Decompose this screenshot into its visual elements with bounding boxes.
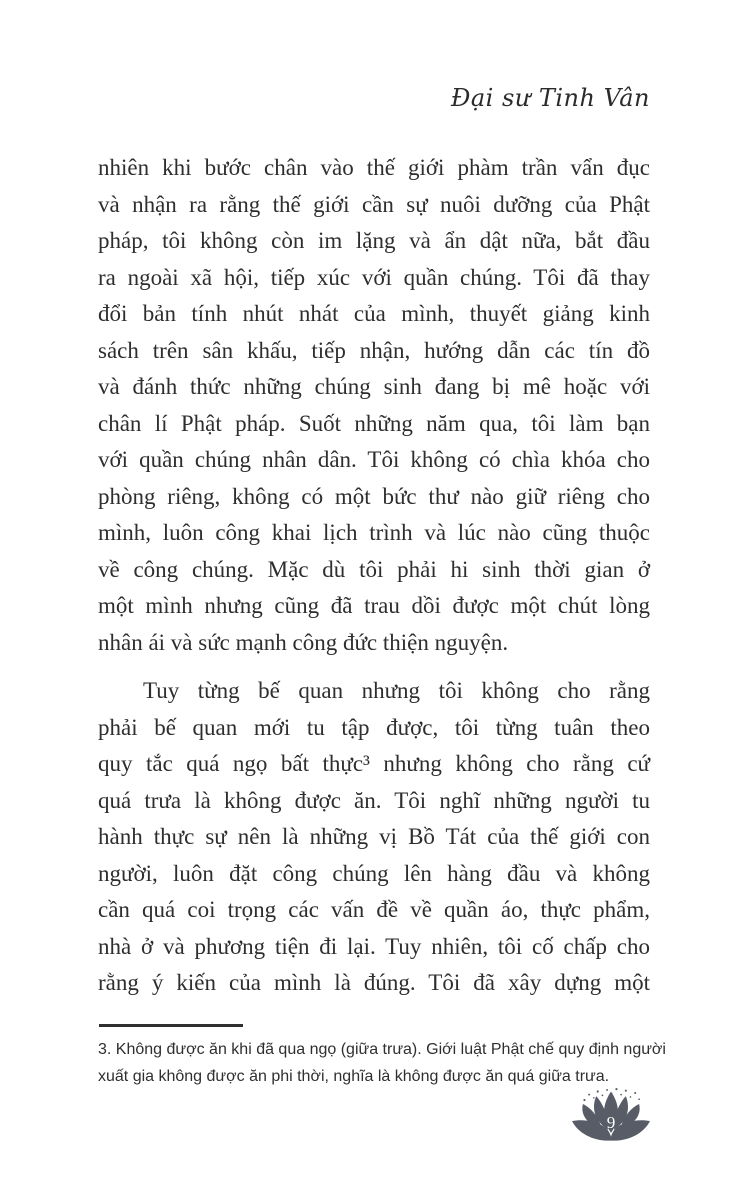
text-line: nhà ở và phương tiện đi lại. Tuy nhiên, tôi cố chấp cho [98,933,650,959]
footnote-line: xuất gia không được ăn phi thời, nghĩa là không được ăn quá giữa trưa. [98,1068,610,1085]
text-line: chân lí Phật pháp. Suốt những năm qua, tôi làm bạn [98,410,650,436]
text-line: phải bế quan mới tu tập được, tôi từng tuân theo [98,714,650,740]
text-line: cần quá coi trọng các vấn đề về quần áo, thực phẩm, [98,897,650,922]
body-text [98,150,650,1002]
text-line: nhiên khi bước chân vào thế giới phàm trần vẩn đục [98,155,650,180]
text-line: một mình nhưng cũng đã trau dồi được một chút lòng [98,593,650,618]
paragraph [98,673,650,1002]
text-line: với quần chúng nhân dân. Tôi không có chìa khóa cho [98,447,650,472]
text-line: sách trên sân khấu, tiếp nhận, hướng dẫn các tín đồ [98,337,650,363]
text-line: phòng riêng, không có một bức thư nào giữ riêng cho [98,483,650,509]
text-line: đổi bản tính nhút nhát của mình, thuyết giảng kinh [98,301,650,326]
text-line: nhân ái và sức mạnh công đức thiện nguyện. [98,629,509,655]
text-line: pháp, tôi không còn im lặng và ẩn dật nữa, bắt đầu [98,228,650,253]
text-line: hành thực sự nên là những vị Bồ Tát của thế giới con [98,824,650,849]
text-line: người, luôn đặt công chúng lên hàng đầu và không [98,860,650,886]
text-line: về công chúng. Mặc dù tôi phải hi sinh thời gian ở [98,556,650,582]
text-line: và đánh thức những chúng sinh đang bị mê hoặc với [98,374,650,399]
text-line: Tuy từng bế quan nhưng tôi không cho rằng [143,678,650,703]
text-line: mình, luôn công khai lịch trình và lúc nào cũng thuộc [98,520,650,545]
footnote-line: 3. Không được ăn khi đã qua ngọ (giữa trưa). Giới luật Phật chế quy định người [98,1041,666,1058]
lotus-page-ornament [572,1086,650,1150]
text-line: quá trưa là không được ăn. Tôi nghĩ những người tu [98,787,650,813]
footnote [98,1036,698,1090]
page-number: 9 [606,1113,616,1133]
running-header: Đại sư Tinh Vân [450,84,650,112]
text-line: rằng ý kiến của mình là đúng. Tôi đã xây dựng một [98,970,650,995]
text-line: và nhận ra rằng thế giới cần sự nuôi dưỡng của Phật [98,191,650,217]
lotus-icon [572,1086,650,1150]
paragraph [98,150,650,661]
text-line: ra ngoài xã hội, tiếp xúc với quần chúng. Tôi đã thay [98,264,650,290]
text-line: quy tắc quá ngọ bất thực³ nhưng không cho rằng cứ [98,751,650,776]
footnote-separator [99,1024,243,1027]
